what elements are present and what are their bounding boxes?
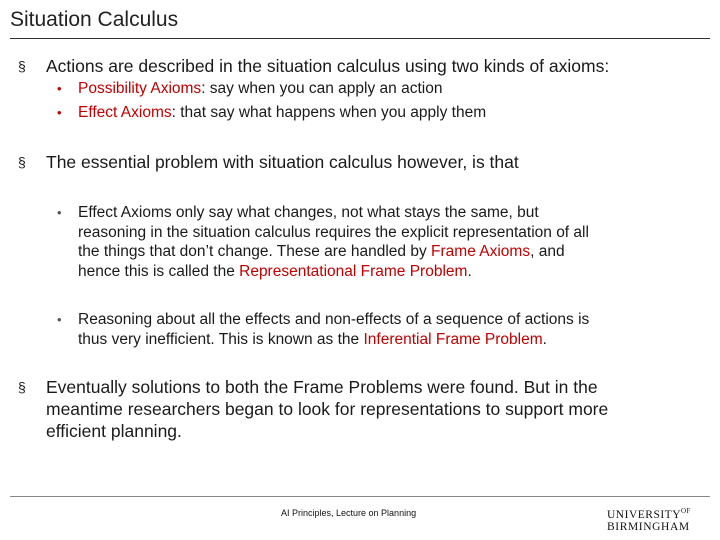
square-bullet-icon: § <box>18 154 26 170</box>
sub-bullet-line: . <box>542 330 547 348</box>
sub-bullet-line: Effect Axioms only say what changes, not what stays the same, but <box>78 204 539 221</box>
term-effect-axioms: Effect Axioms <box>78 104 172 121</box>
term-representational-frame-problem: Representational Frame Problem <box>239 262 468 280</box>
bullet-text: The essential problem with situation calculus however, is that <box>46 152 519 172</box>
bullet-text: Actions are described in the situation calculus using two kinds of axioms: <box>46 56 610 76</box>
bullet-line: meantime researchers began to look for representations to support more <box>46 399 609 419</box>
dot-bullet-icon: • <box>57 205 62 220</box>
sub-bullet-text: : say when you can apply an action <box>201 80 443 97</box>
bullet-line: Eventually solutions to both the Frame Problems were found. But in the <box>46 377 598 397</box>
footer-caption: AI Principles, Lecture on Planning <box>281 508 417 518</box>
sub-bullet-line: , and <box>530 243 565 260</box>
sub-bullet-text: : that say what happens when you apply them <box>171 104 487 121</box>
square-bullet-icon: § <box>18 58 26 74</box>
footer-divider <box>10 496 710 497</box>
dot-bullet-icon: • <box>57 312 62 327</box>
dot-bullet-icon: • <box>57 81 62 96</box>
logo-line-2: BIRMINGHAM <box>607 520 690 533</box>
sub-bullet-line: hence this is called the <box>78 262 240 280</box>
term-possibility-axioms: Possibility Axioms <box>78 80 202 97</box>
sub-bullet-line: the things that don’t change. These are handled by <box>78 243 432 260</box>
sub-bullet-line: thus very inefficient. This is known as the <box>78 330 364 348</box>
term-inferential-frame-problem: Inferential Frame Problem <box>363 330 543 348</box>
logo-line-1: UNIVERSITY <box>607 508 681 521</box>
university-logo <box>607 505 691 533</box>
page-title: Situation Calculus <box>10 8 179 31</box>
title-divider <box>10 38 710 39</box>
square-bullet-icon: § <box>18 379 26 395</box>
logo-sup: OF <box>681 507 691 515</box>
sub-bullet-line: reasoning in the situation calculus requires the explicit representation of all <box>78 223 589 241</box>
bullet-line: efficient planning. <box>46 421 182 441</box>
term-frame-axioms: Frame Axioms <box>431 243 531 260</box>
sub-bullet-line: Reasoning about all the effects and non-effects of a sequence of actions is <box>78 311 590 328</box>
dot-bullet-icon: • <box>57 105 62 120</box>
sub-bullet-line: . <box>467 262 472 280</box>
